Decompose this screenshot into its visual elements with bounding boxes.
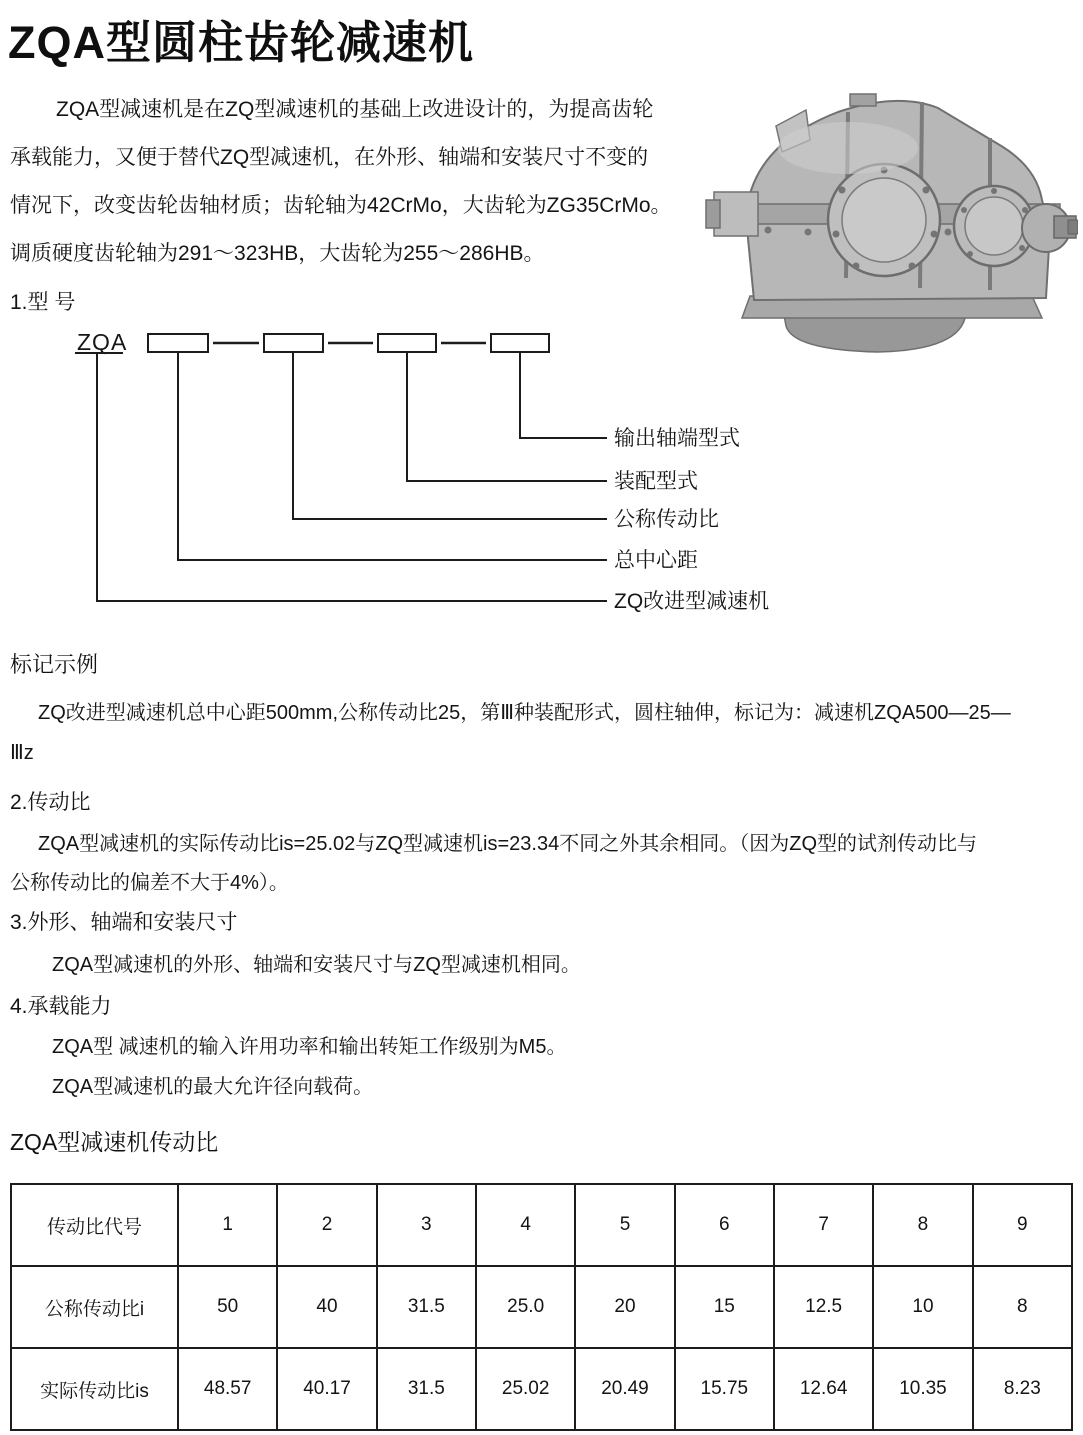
intro-line: 调质硬度齿轮轴为291～323HB，大齿轮为255～286HB。 [10, 242, 545, 265]
table-cell: 31.5 [377, 1348, 476, 1430]
intro-paragraph [10, 86, 682, 278]
table-cell: 2 [277, 1184, 376, 1266]
mark-example-line: ZQ改进型减速机总中心距500mm,公称传动比25，第Ⅲ种装配形式，圆柱轴伸，标记为：减速机ZQA500—25— [38, 702, 1011, 724]
intro-line: ZQA型减速机是在ZQ型减速机的基础上改进设计的，为提高齿轮 [56, 98, 654, 121]
table-row-actual-ratio [11, 1348, 1072, 1430]
table-cell: 40 [277, 1266, 376, 1348]
ratio-table [10, 1183, 1073, 1431]
diagram-label-nominal-ratio: 公称传动比 [614, 508, 719, 531]
table-cell: 4 [476, 1184, 575, 1266]
table-cell: 1 [178, 1184, 277, 1266]
leader-lines [97, 352, 607, 601]
section-1-heading: 1.型 号 [10, 291, 76, 314]
table-cell: 9 [973, 1184, 1072, 1266]
model-prefix-text: ZQA [77, 329, 128, 355]
section-2-line: ZQA型减速机的实际传动比is=25.02与ZQ型减速机is=23.34不同之外其余相同。（因为ZQ型的试剂传动比与 [38, 833, 978, 855]
table-cell: 50 [178, 1266, 277, 1348]
table-cell: 48.57 [178, 1348, 277, 1430]
diagram-label-center-distance: 总中心距 [614, 549, 698, 572]
table-cell: 20 [575, 1266, 674, 1348]
table-cell: 8 [973, 1266, 1072, 1348]
intro-line: 承载能力，又便于替代ZQ型减速机，在外形、轴端和安装尺寸不变的 [10, 146, 649, 169]
page-title: ZQA型圆柱齿轮减速机 [8, 17, 474, 68]
section-4-line: ZQA型 减速机的输入许用功率和输出转矩工作级别为M5。 [52, 1036, 567, 1058]
section-4-heading: 4.承载能力 [10, 995, 112, 1018]
table-row-ratio-code [11, 1184, 1072, 1266]
table-cell: 20.49 [575, 1348, 674, 1430]
table-row-nominal-ratio [11, 1266, 1072, 1348]
table-cell: 3 [377, 1184, 476, 1266]
table-cell: 6 [675, 1184, 774, 1266]
table-cell: 7 [774, 1184, 873, 1266]
row-label: 传动比代号 [11, 1184, 178, 1266]
diagram-label-assembly-type: 装配型式 [614, 470, 698, 493]
gear-reducer-photo [698, 68, 1078, 356]
table-cell: 12.64 [774, 1348, 873, 1430]
ratio-table-caption: ZQA型减速机传动比 [10, 1129, 219, 1155]
diagram-label-zq-improved: ZQ改进型减速机 [614, 590, 770, 613]
section-4-line: ZQA型减速机的最大允许径向载荷。 [52, 1076, 374, 1098]
model-designation-diagram [0, 320, 900, 620]
table-cell: 10 [873, 1266, 972, 1348]
table-cell: 25.0 [476, 1266, 575, 1348]
table-cell: 12.5 [774, 1266, 873, 1348]
mark-example-heading: 标记示例 [10, 652, 99, 677]
table-cell: 31.5 [377, 1266, 476, 1348]
table-cell: 5 [575, 1184, 674, 1266]
table-cell: 15.75 [675, 1348, 774, 1430]
row-label: 公称传动比i [11, 1266, 178, 1348]
section-2-heading: 2.传动比 [10, 791, 91, 814]
table-cell: 10.35 [873, 1348, 972, 1430]
section-3-heading: 3.外形、轴端和安装尺寸 [10, 911, 238, 934]
gear-reducer-illustration [698, 68, 1078, 356]
row-label: 实际传动比is [11, 1348, 178, 1430]
mark-example-line: Ⅲz [10, 742, 34, 764]
section-2-line: 公称传动比的偏差不大于4%）。 [10, 872, 289, 894]
table-cell: 8 [873, 1184, 972, 1266]
table-cell: 25.02 [476, 1348, 575, 1430]
diagram-label-output-shaft-type: 输出轴端型式 [614, 427, 740, 450]
table-cell: 40.17 [277, 1348, 376, 1430]
table-cell: 8.23 [973, 1348, 1072, 1430]
intro-line: 情况下，改变齿轮齿轴材质；齿轮轴为42CrMo，大齿轮为ZG35CrMo。 [10, 194, 672, 217]
section-3-body: ZQA型减速机的外形、轴端和安装尺寸与ZQ型减速机相同。 [52, 954, 581, 976]
table-cell: 15 [675, 1266, 774, 1348]
